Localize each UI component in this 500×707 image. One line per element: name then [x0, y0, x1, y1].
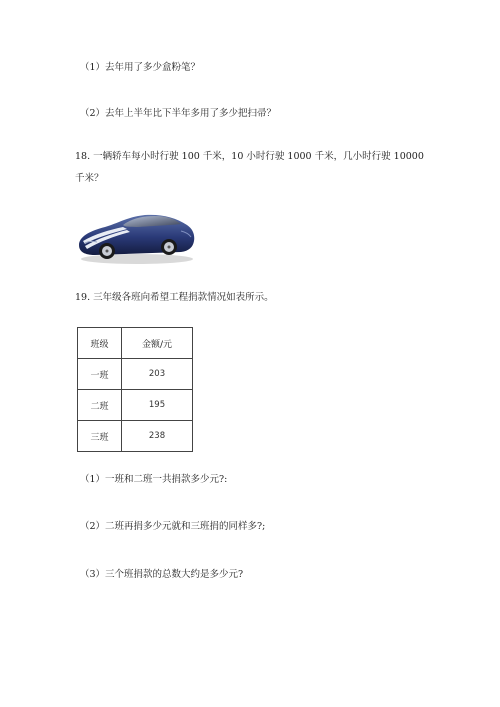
table-cell-amount: 195: [122, 390, 193, 421]
question-19-part-2: （2）二班再捐多少元就和三班捐的同样多?;: [80, 521, 266, 532]
question-19-part-3: （3）三个班捐款的总数大约是多少元?: [80, 569, 244, 580]
question-18-text-line-2: 千米？: [75, 173, 104, 184]
table-row: [78, 359, 193, 390]
sports-car-image: [75, 205, 197, 267]
table-header-row: [78, 328, 193, 359]
table-row: [78, 421, 193, 452]
question-17-part-1: （1）去年用了多少盒粉笔？: [80, 62, 201, 73]
table-cell-amount: 238: [122, 421, 193, 452]
table-row: [78, 390, 193, 421]
table-cell-class: 一班: [78, 359, 122, 390]
question-19-part-1: （1）一班和二班一共捐款多少元?:: [80, 474, 228, 485]
question-17-part-2: （2）去年上半年比下半年多用了多少把扫帚？: [80, 108, 277, 119]
question-18-text-line-1: 18. 一辆轿车每小时行驶 100 千米，10 小时行驶 1000 千米，几小时行驶 10000: [75, 151, 424, 162]
table-cell-class: 三班: [78, 421, 122, 452]
question-19-title: 19. 三年级各班向希望工程捐款情况如表所示。: [75, 292, 274, 303]
table-cell-amount: 203: [122, 359, 193, 390]
donation-table: [77, 327, 193, 452]
table-header-amount: 金额/元: [122, 328, 193, 359]
table-header-class: 班级: [78, 328, 122, 359]
table-cell-class: 二班: [78, 390, 122, 421]
